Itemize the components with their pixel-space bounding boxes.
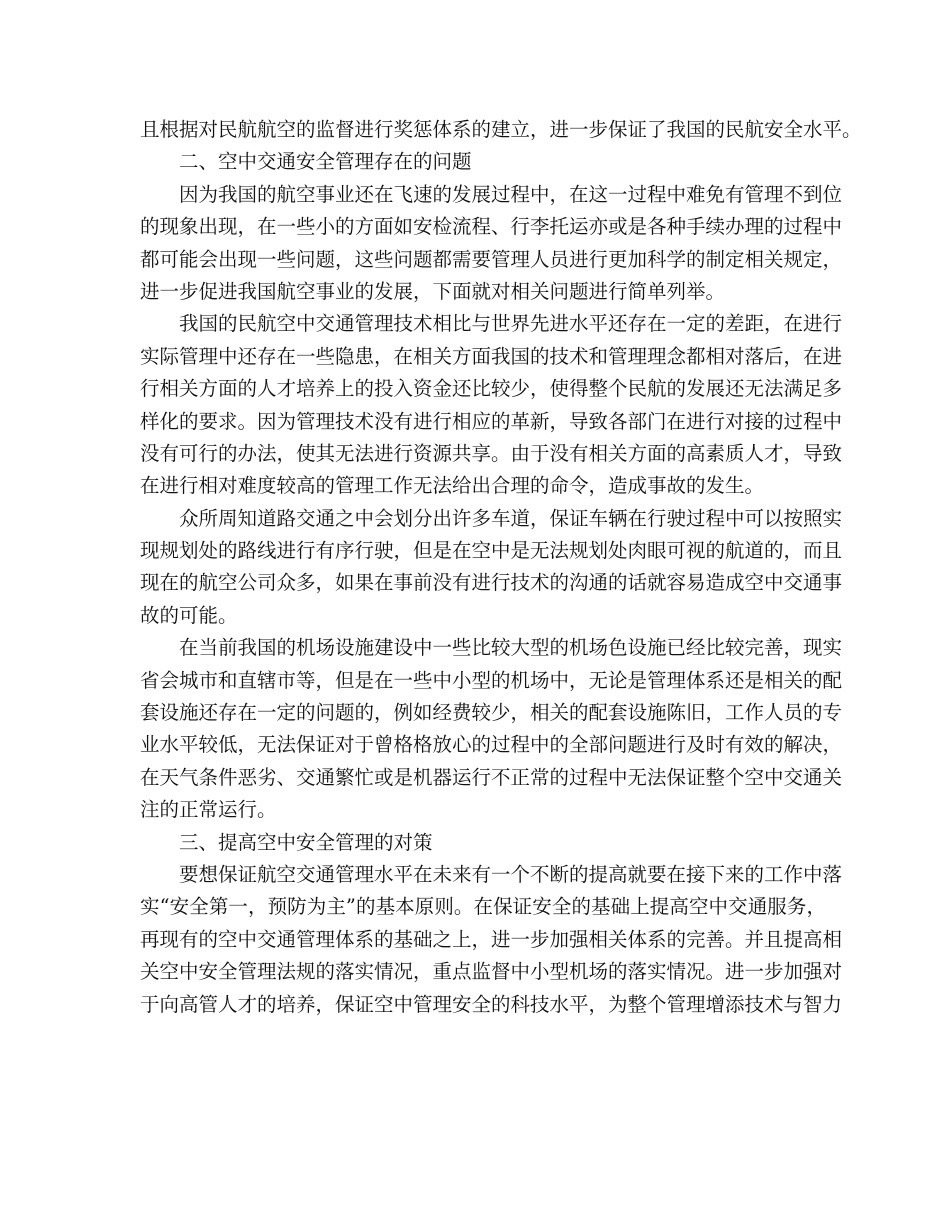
text-line: 在进行相对难度较高的管理工作无法给出合理的命令，造成事故的发生。 (140, 474, 765, 498)
text-line: 且根据对民航航空的监督进行奖惩体系的建立，进一步保证了我国的民航安全水平。 (140, 118, 862, 141)
text-line: 实“安全第一，预防为主”的基本原则。在保证安全的基础上提高空中交通服务， (140, 895, 826, 919)
text-line: 众所周知道路交通之中会划分出许多车道，保证车辆在行驶过程中可以按照实 (179, 506, 843, 530)
text-line: 样化的要求。因为管理技术没有进行相应的革新，导致各部门在进行对接的过程中 (140, 409, 843, 433)
text-line: 故的可能。 (140, 603, 238, 627)
text-line: 注的正常运行。 (140, 798, 277, 822)
text-line: 的现象出现，在一些小的方面如安检流程、行李托运亦或是各种手续办理的过程中 (140, 215, 843, 239)
text-line: 在当前我国的机场设施建设中一些比较大型的机场色设施已经比较完善，现实 (179, 636, 843, 660)
text-line: 省会城市和直辖市等，但是在一些中小型的机场中，无论是管理体系还是相关的配 (140, 668, 843, 692)
text-line: 业水平较低，无法保证对于曾格格放心的过程中的全部问题进行及时有效的解决， (140, 733, 843, 757)
text-line: 因为我国的航空事业还在飞速的发展过程中，在这一过程中难免有管理不到位 (179, 182, 843, 206)
text-line: 套设施还存在一定的问题的，例如经费较少，相关的配套设施陈旧，工作人员的专 (140, 701, 843, 725)
text-line: 二、空中交通安全管理存在的问题 (179, 150, 472, 174)
text-line: 在天气条件恶劣、交通繁忙或是机器运行不正常的过程中无法保证整个空中交通关 (140, 765, 843, 789)
text-line: 现在的航空公司众多，如果在事前没有进行技术的沟通的话就容易造成空中交通事 (140, 571, 843, 595)
text-line: 都可能会出现一些问题，这些问题都需要管理人员进行更加科学的制定相关规定， (140, 247, 843, 271)
text-line: 再现有的空中交通管理体系的基础之上，进一步加强相关体系的完善。并且提高相 (140, 927, 843, 951)
text-line: 三、提高空中安全管理的对策 (179, 830, 433, 854)
document-body (140, 114, 862, 1021)
text-line: 要想保证航空交通管理水平在未来有一个不断的提高就要在接下来的工作中落 (179, 862, 843, 886)
text-line: 进一步促进我国航空事业的发展，下面就对相关问题进行简单列举。 (140, 279, 726, 303)
text-line: 关空中安全管理法规的落实情况，重点监督中小型机场的落实情况。进一步加强对 (140, 960, 843, 984)
text-line: 于向高管人才的培养，保证空中管理安全的科技水平，为整个管理增添技术与智力 (140, 992, 843, 1016)
text-line: 现规划处的路线进行有序行驶，但是在空中是无法规划处肉眼可视的航道的，而且 (140, 539, 843, 563)
text-line: 行相关方面的人才培养上的投入资金还比较少，使得整个民航的发展还无法满足多 (140, 377, 843, 401)
text-line: 实际管理中还存在一些隐患，在相关方面我国的技术和管理理念都相对落后，在进 (140, 344, 843, 368)
text-line: 没有可行的办法，使其无法进行资源共享。由于没有相关方面的高素质人才，导致 (140, 441, 843, 465)
text-line: 我国的民航空中交通管理技术相比与世界先进水平还存在一定的差距，在进行 (179, 312, 843, 336)
